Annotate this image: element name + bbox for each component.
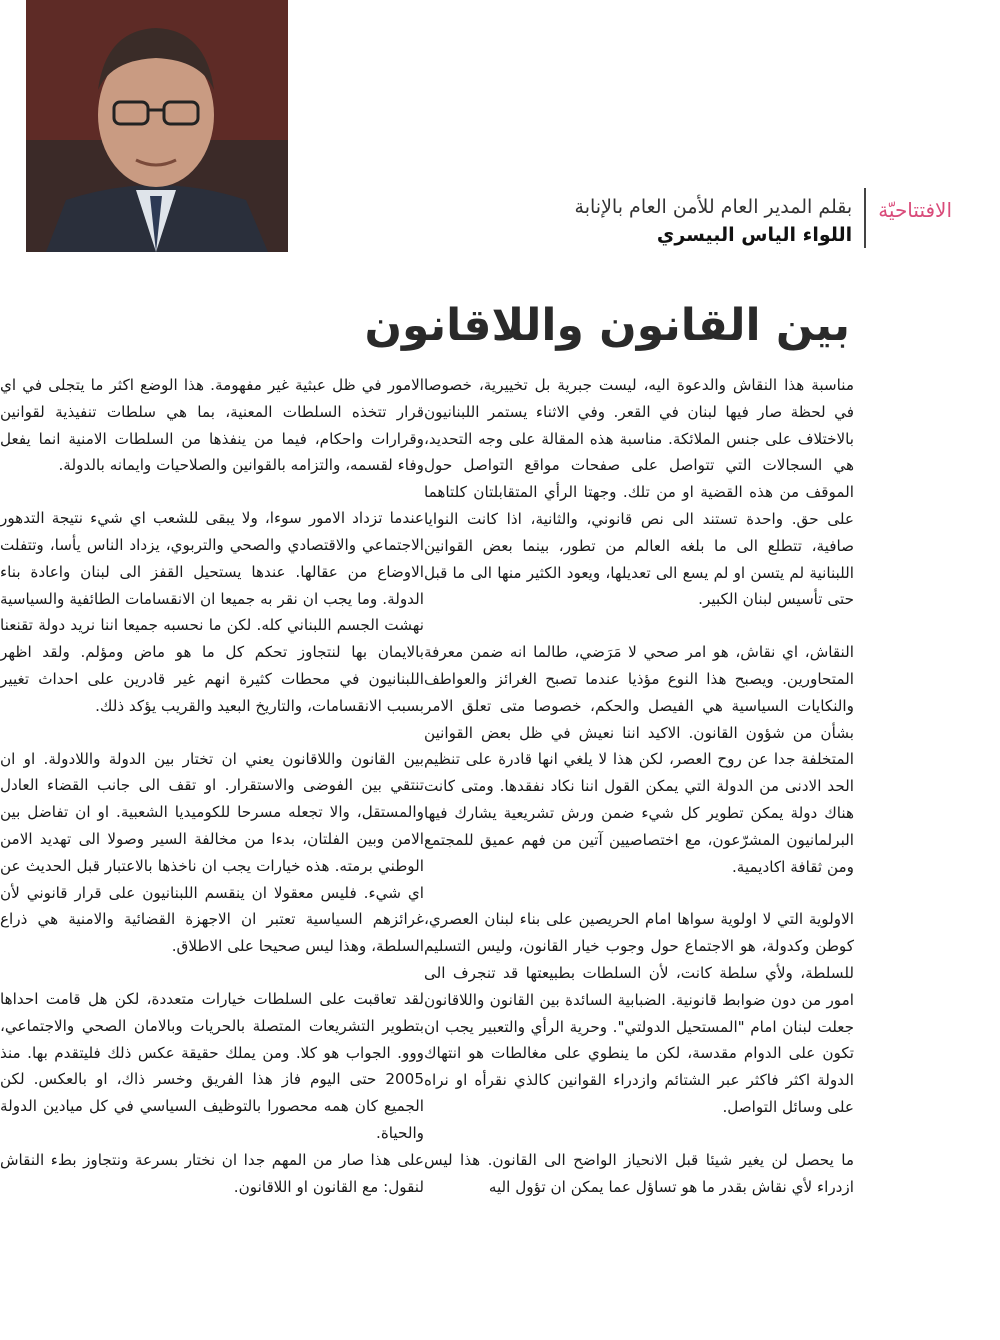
portrait-illustration xyxy=(26,0,288,252)
byline-name: اللواء الياس البيسري xyxy=(656,224,853,246)
paragraph: مناسبة هذا النقاش والدعوة اليه، ليست جبرية بل تخييرية، خصوصا في لحظة صار فيها لبنان في القعر. وفي الاثناء يستمر اللبنانيون بالاختلاف على جنس الملائكة. مناسبة هذه المقالة على وجه التحديد، هي السجالات التي تتواصل على صفحات مواقع التواصل حول الموقف من هذه القضية او من تلك. وجهتا الرأي المتقابلتان كلتاهما على حق. واحدة تستند الى نص قانوني، والثانية، اذا كانت النوايا صافية، تتطلع الى ما بلغه العالم من تطور، بينما بعض القوانين اللبنانية لم يتسن او لم يسع الى تعديلها، ويعود الكثير منها الى ما قبل حتى تأسيس لبنان الكبير. xyxy=(424,376,854,609)
paragraph: الاولوية التي لا اولوية سواها امام الحريصين على بناء لبنان العصري، كوطن وكدولة، هو الاجتماع حول وجوب خيار القانون، وليس التسليم للسلطة، ولأي سلطة كانت، لأن السلطات بطبيعتها قد تنجرف الى امور من دون ضوابط قانونية. الضبابية السائدة بين القانون واللاقانون جعلت لبنان امام "المستحيل الدولتي". وحرية الرأي والتعبير يجب ان تكون على الدوام مقدسة، لكن ما ينطوي على مغالطات هو انتهاك الدولة اكثر فاكثر عبر الشتائم وازدراء القوانين كالذي نقرأه او نراه على وسائل التواصل. xyxy=(424,910,854,1116)
paragraph: الامور في ظل عبثية غير مفهومة. هذا الوضع اكثر ما يتجلى في اي قرار تتخذه السلطات المعنية، بما هي سلطات تنفيذية لقوانين وقرارات واحكام، فيما من ينفذها من السلطات الامنية انما يفعل وفاء لقسمه، والتزامه بالقوانين والصلاحيات وايمانه بالدولة. xyxy=(0,376,424,475)
section-label: الافتتاحيّة xyxy=(878,198,952,222)
article-column-right xyxy=(424,372,854,1200)
author-portrait xyxy=(26,0,288,252)
paragraph: بين القانون واللاقانون يعني ان تختار بين الدولة واللادولة. او ان تنتقي بين الفوضى والاستقرار. او تقف الى جانب القضاء العادل والمستقل، والا تجعله مسرحا للكوميديا الشعبية. او ان تفاضل بين الامن وبين الفلتان، بدءا من مخالفة السير وصولا الى تهديد الامن الوطني برمته. هذه خيارات يجب ان ناخذها بالاعتبار قبل الحديث عن اي شيء. فليس معقولا ان ينقسم اللبنانيون على قرار قانوني لأن غرائزهم السياسية تعتبر ان الاجهزة القضائية والامنية هي ذراع السلطة، وهذا ليس صحيحا على الاطلاق. xyxy=(0,749,424,956)
paragraph: ما يحصل لن يغير شيئا قبل الانحياز الواضح الى القانون. هذا ليس ازدراء لأي نقاش بقدر ما هو تساؤل عما يمكن ان تؤول اليه xyxy=(424,1150,854,1196)
byline-role: بقلم المدير العام للأمن العام بالإنابة xyxy=(574,196,853,218)
paragraph: عندما تزداد الامور سوءا، ولا يبقى للشعب اي شيء نتيجة التدهور الاجتماعي والاقتصادي والصحي والتربوي، يزداد الناس يأسا، وتتفلت الاوضاع من عقالها. عندها يستحيل القفز الى لبنان واعادة بناء الدولة. وما يجب ان نقر به جميعا ان الانقسامات الطائفية والسياسية نهشت الجسم اللبناني كله. لكن ما نحسبه جميعا اننا نريد دولة تقنعنا بالايمان بها لنتجاوز تحكم كل ما هو ماض ومؤلم. ولقد اظهر اللبنانيون في محطات كثيرة انهم غير قادرين على احداث تغيير بسبب الانقسامات، والتاريخ البعيد والقريب يؤكد ذلك. xyxy=(0,509,424,715)
paragraph: على هذا صار من المهم جدا ان نختار بسرعة ونتجاوز بطء النقاش لنقول: مع القانون او اللاقانون. xyxy=(0,1150,424,1196)
paragraph: النقاش، اي نقاش، هو امر صحي لا مَرَضي، طالما انه ضمن معرفة المتحاورين. ويصبح هذا النوع مؤذيا عندما تصبح الغرائز والعواطف والنكايات السياسية هي الفيصل والحكم، خصوصا متى تعلق الامر بشأن من شؤون القانون. الاكيد اننا نعيش في ظل بعض القوانين المتخلفة جدا عن روح العصر، لكن هذا لا يلغي انها قادرة على تنظيم الحد الادنى من الدولة التي يمكن القول اننا نكاد نفقدها. ومتى كانت هناك دولة يمكن تطوير كل شيء ضمن ورش تشريعية يشارك فيها البرلمانيون المشرّعون، مع اختصاصيين آتين من فهم عميق للمجتمع ومن ثقافة اكاديمية. xyxy=(424,643,854,876)
paragraph: لقد تعاقبت على السلطات خيارات متعددة، لكن هل قامت احداها بتطوير التشريعات المتصلة بالحريات وبالامان الصحي والاجتماعي، ووو. الجواب هو كلا. ومن يملك حقيقة عكس ذلك فليتقدم بها. منذ 2005 حتى اليوم فاز هذا الفريق وخسر ذاك، او بالعكس. لكن الجميع كان همه محصورا بالتوظيف السياسي في كل ميادين الدولة والحياة. xyxy=(0,989,424,1142)
article-header xyxy=(575,188,952,254)
byline xyxy=(575,188,853,246)
header-divider xyxy=(864,188,866,248)
article-title: بين القانون واللاقانون xyxy=(364,300,850,351)
article-column-left xyxy=(0,372,424,1200)
